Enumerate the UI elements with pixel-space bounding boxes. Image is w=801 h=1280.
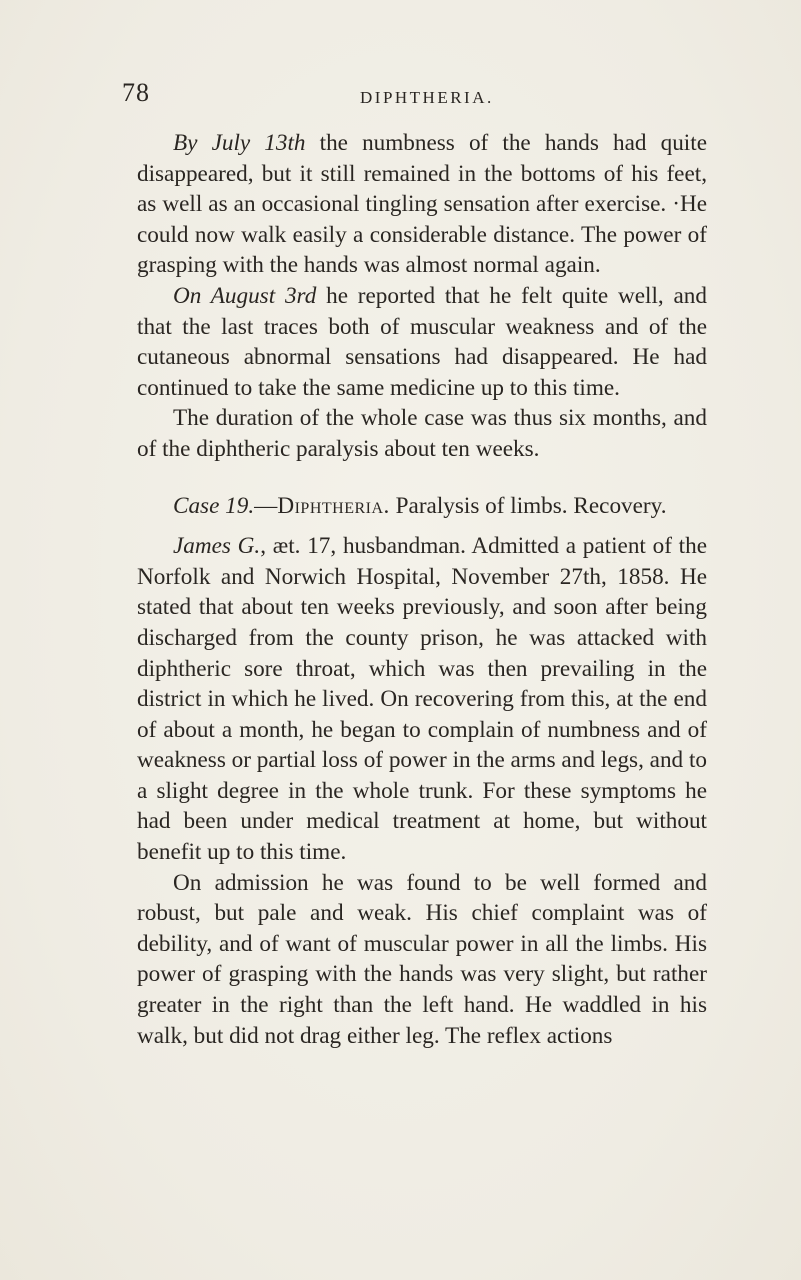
page-header [0, 0, 801, 130]
paragraph-text: he reported that he felt quite well, and that the last traces both of muscular weakness and of the cutaneous abnormal sensations had disappeared. He had continued to take the same medicine up to this time. [137, 282, 707, 401]
paragraph-july-13 [137, 128, 707, 281]
paragraph-text: , æt. 17, husbandman. Admitted a patient of the Norfolk and Norwich Hospital, November 27th, 1858. He stated that about ten weeks previously, and soon after being discharged from the county prison, he was attacked with diphtheric sore throat, which was then prevailing in the district in which he lived. On recovering from this, at the end of about a month, he began to complain of numbness and of weakness or partial loss of power in the arms and legs, and to a slight degree in the whole trunk. For these symptoms he had been under medical treatment at home, but without benefit up to this time. [137, 533, 707, 866]
case-number: Case 19. [173, 492, 255, 519]
case-heading [137, 491, 707, 522]
paragraph-text: On admission he was found to be well formed and robust, but pale and weak. His chief complaint was of debility, and of want of muscular power in all the limbs. His power of grasping with the hands was very slight, but rather greater in the right than the left hand. He waddled in his walk, but did not drag either leg. The reflex actions [137, 869, 707, 1049]
paragraph-text: The duration of the whole case was thus six months, and of the diphtheric paralysis about ten weeks. [137, 405, 707, 462]
page-number: 78 [122, 78, 150, 107]
paragraph-text: the numbness of the hands had quite disappeared, but it still remained in the bottoms of his feet, as well as an occasional tingling sensation after exercise. ·He could now walk easily a considerable distance. The power of grasping with the hands was almost normal again. [137, 130, 707, 279]
case-title: Diphtheria. [277, 492, 390, 519]
paragraph-lead-date: On August 3rd [173, 282, 317, 309]
case-dash: — [254, 492, 278, 519]
paragraph-lead-date: By July 13th [173, 130, 306, 156]
running-head: DIPHTHERIA. [360, 88, 494, 107]
paragraph-august-3 [137, 281, 707, 403]
paragraph-duration [137, 403, 707, 464]
paragraph-on-admission [137, 868, 707, 1052]
paragraph-patient-history [137, 531, 707, 868]
patient-name: James G. [173, 533, 261, 560]
body-text [137, 128, 707, 1051]
case-summary: Paralysis of limbs. Recovery. [389, 492, 667, 519]
